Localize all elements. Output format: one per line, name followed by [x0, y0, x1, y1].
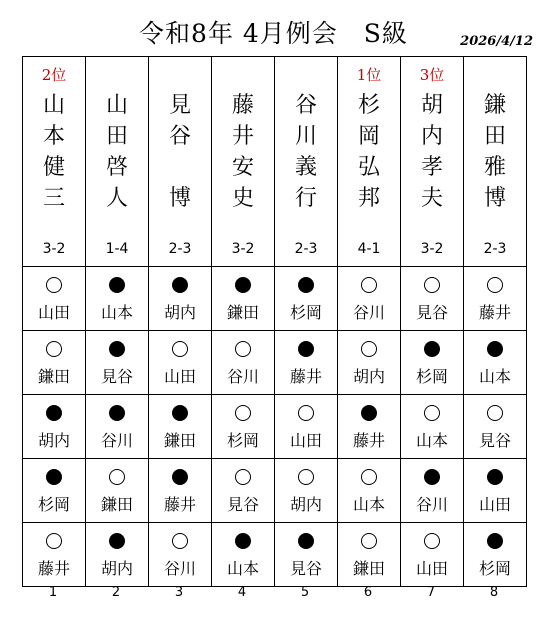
- player-name-char: 孝: [420, 155, 443, 180]
- game-cell: [212, 459, 275, 523]
- opponent-name: 胡内: [163, 303, 196, 322]
- opponent-name: 山田: [37, 303, 70, 322]
- game-cell: [275, 331, 338, 395]
- player-name: [401, 90, 463, 214]
- game-cell: [212, 267, 275, 331]
- opponent-name: 谷川: [352, 303, 385, 322]
- opponent-name: 藤井: [289, 367, 322, 386]
- loss-mark-icon: [109, 277, 125, 293]
- round-row: [23, 331, 527, 395]
- player-name-char: 三: [42, 186, 65, 211]
- column-numbers: [22, 585, 522, 605]
- player-name-char: 安: [231, 155, 254, 180]
- game-cell: [275, 459, 338, 523]
- win-mark-icon: [487, 405, 503, 421]
- opponent-name: 胡内: [352, 367, 385, 386]
- player-score: 2-3: [168, 241, 192, 257]
- game-cell: [212, 523, 275, 587]
- game-cell: [212, 395, 275, 459]
- opponent-name: 藤井: [37, 559, 70, 578]
- opponent-name: 鎌田: [37, 367, 70, 386]
- player-score: 2-3: [483, 241, 507, 257]
- opponent-name: 山田: [163, 367, 196, 386]
- loss-mark-icon: [235, 277, 251, 293]
- opponent-name: 山本: [478, 367, 511, 386]
- opponent-name: 胡内: [289, 495, 322, 514]
- player-name-char: 岡: [357, 124, 380, 149]
- win-mark-icon: [46, 341, 62, 357]
- opponent-name: 藤井: [163, 495, 196, 514]
- win-mark-icon: [487, 277, 503, 293]
- game-cell: [464, 459, 527, 523]
- game-cell: [464, 523, 527, 587]
- game-cell: [401, 395, 464, 459]
- player-name-char: 史: [231, 186, 254, 211]
- game-cell: [464, 267, 527, 331]
- loss-mark-icon: [487, 533, 503, 549]
- opponent-name: 谷川: [100, 431, 133, 450]
- game-cell: [149, 331, 212, 395]
- player-score: 1-4: [105, 241, 129, 257]
- column-number: 2: [111, 585, 121, 600]
- player-rank: 3位: [419, 66, 445, 84]
- opponent-name: 胡内: [37, 431, 70, 450]
- opponent-name: 見谷: [289, 559, 322, 578]
- opponent-name: 山田: [415, 559, 448, 578]
- column-number: 8: [489, 585, 499, 600]
- player-name-char: 博: [168, 186, 191, 211]
- player-name: [23, 90, 85, 214]
- loss-mark-icon: [109, 341, 125, 357]
- loss-mark-icon: [172, 469, 188, 485]
- opponent-name: 鎌田: [100, 495, 133, 514]
- win-mark-icon: [424, 277, 440, 293]
- opponent-name: 鎌田: [226, 303, 259, 322]
- game-cell: [401, 523, 464, 587]
- player-name: [86, 90, 148, 214]
- opponent-name: 山本: [352, 495, 385, 514]
- win-mark-icon: [235, 341, 251, 357]
- loss-mark-icon: [46, 405, 62, 421]
- player-name: [275, 90, 337, 214]
- player-name-char: 健: [42, 155, 65, 180]
- column-number: 3: [174, 585, 184, 600]
- opponent-name: 鎌田: [163, 431, 196, 450]
- player-name-char: [149, 152, 211, 183]
- game-cell: [338, 395, 401, 459]
- round-row: [23, 459, 527, 523]
- game-cell: [86, 267, 149, 331]
- game-cell: [23, 331, 86, 395]
- player-header-cell: [86, 57, 149, 267]
- player-name-char: 田: [483, 124, 506, 149]
- game-cell: [338, 331, 401, 395]
- opponent-name: 鎌田: [352, 559, 385, 578]
- opponent-name: 谷川: [415, 495, 448, 514]
- round-row: [23, 267, 527, 331]
- player-name-char: 弘: [357, 155, 380, 180]
- player-name-char: 夫: [420, 186, 443, 211]
- player-name-char: 胡: [420, 93, 443, 118]
- player-name-char: 雅: [483, 155, 506, 180]
- win-mark-icon: [361, 277, 377, 293]
- win-mark-icon: [172, 341, 188, 357]
- player-name-char: 義: [294, 155, 317, 180]
- game-cell: [275, 395, 338, 459]
- player-rank: 1位: [356, 66, 382, 84]
- player-header-cell: [212, 57, 275, 267]
- event-date: 2026/4/12: [460, 34, 533, 49]
- game-cell: [275, 523, 338, 587]
- player-header-cell: [464, 57, 527, 267]
- player-name: [212, 90, 274, 214]
- opponent-name: 見谷: [226, 495, 259, 514]
- results-table: [22, 56, 527, 587]
- game-cell: [338, 267, 401, 331]
- opponent-name: 胡内: [100, 559, 133, 578]
- player-score: 3-2: [42, 241, 66, 257]
- player-name-char: 杉: [357, 93, 380, 118]
- player-score: 4-1: [357, 241, 381, 257]
- win-mark-icon: [361, 341, 377, 357]
- game-cell: [86, 395, 149, 459]
- win-mark-icon: [46, 533, 62, 549]
- opponent-name: 藤井: [478, 303, 511, 322]
- opponent-name: 山田: [289, 431, 322, 450]
- opponent-name: 杉岡: [478, 559, 511, 578]
- loss-mark-icon: [487, 341, 503, 357]
- win-mark-icon: [361, 469, 377, 485]
- opponent-name: 山本: [100, 303, 133, 322]
- game-cell: [149, 395, 212, 459]
- player-name: [149, 90, 211, 214]
- opponent-name: 見谷: [415, 303, 448, 322]
- game-cell: [86, 459, 149, 523]
- game-cell: [86, 523, 149, 587]
- opponent-name: 見谷: [478, 431, 511, 450]
- loss-mark-icon: [172, 405, 188, 421]
- game-cell: [149, 523, 212, 587]
- column-number: 7: [426, 585, 436, 600]
- player-name-char: 谷: [168, 124, 191, 149]
- player-name-char: 井: [231, 124, 254, 149]
- player-name-char: 川: [294, 124, 317, 149]
- opponent-name: 山田: [478, 495, 511, 514]
- game-cell: [23, 523, 86, 587]
- loss-mark-icon: [172, 277, 188, 293]
- game-cell: [149, 267, 212, 331]
- column-number: 5: [300, 585, 310, 600]
- player-name-char: 山: [105, 93, 128, 118]
- round-row: [23, 395, 527, 459]
- win-mark-icon: [424, 405, 440, 421]
- opponent-name: 杉岡: [415, 367, 448, 386]
- player-header-cell: [401, 57, 464, 267]
- player-header-cell: [275, 57, 338, 267]
- opponent-name: 谷川: [226, 367, 259, 386]
- game-cell: [23, 395, 86, 459]
- win-mark-icon: [235, 405, 251, 421]
- opponent-name: 山本: [415, 431, 448, 450]
- player-name-char: 行: [294, 186, 317, 211]
- loss-mark-icon: [109, 533, 125, 549]
- player-name: [338, 90, 400, 214]
- game-cell: [86, 331, 149, 395]
- opponent-name: 杉岡: [289, 303, 322, 322]
- loss-mark-icon: [424, 469, 440, 485]
- loss-mark-icon: [109, 405, 125, 421]
- player-name-char: 本: [42, 124, 65, 149]
- loss-mark-icon: [298, 533, 314, 549]
- player-name-char: 鎌: [483, 93, 506, 118]
- player-score: 2-3: [294, 241, 318, 257]
- player-name-char: 啓: [105, 155, 128, 180]
- win-mark-icon: [46, 277, 62, 293]
- player-header-row: [23, 57, 527, 267]
- page-title: 令和8年 4月例会 S級: [139, 19, 408, 48]
- game-cell: [464, 395, 527, 459]
- opponent-name: 見谷: [100, 367, 133, 386]
- opponent-name: 谷川: [163, 559, 196, 578]
- game-cell: [338, 459, 401, 523]
- loss-mark-icon: [46, 469, 62, 485]
- win-mark-icon: [424, 533, 440, 549]
- player-name-char: 山: [42, 93, 65, 118]
- game-cell: [212, 331, 275, 395]
- player-name-char: 藤: [231, 93, 254, 118]
- win-mark-icon: [109, 469, 125, 485]
- loss-mark-icon: [361, 405, 377, 421]
- game-cell: [401, 267, 464, 331]
- player-name-char: 内: [420, 124, 443, 149]
- player-score: 3-2: [231, 241, 255, 257]
- loss-mark-icon: [424, 341, 440, 357]
- opponent-name: 杉岡: [37, 495, 70, 514]
- player-name-char: 邦: [357, 186, 380, 211]
- player-header-cell: [149, 57, 212, 267]
- opponent-name: 杉岡: [226, 431, 259, 450]
- column-number: 4: [237, 585, 247, 600]
- player-name-char: 博: [483, 186, 506, 211]
- win-mark-icon: [361, 533, 377, 549]
- loss-mark-icon: [298, 341, 314, 357]
- game-cell: [23, 459, 86, 523]
- game-cell: [275, 267, 338, 331]
- win-mark-icon: [298, 405, 314, 421]
- game-cell: [338, 523, 401, 587]
- player-name: [464, 90, 526, 214]
- game-cell: [149, 459, 212, 523]
- win-mark-icon: [172, 533, 188, 549]
- game-cell: [401, 459, 464, 523]
- round-row: [23, 523, 527, 587]
- player-name-char: 谷: [294, 93, 317, 118]
- opponent-name: 藤井: [352, 431, 385, 450]
- opponent-name: 山本: [226, 559, 259, 578]
- player-name-char: 人: [105, 186, 128, 211]
- game-cell: [23, 267, 86, 331]
- game-cell: [401, 331, 464, 395]
- loss-mark-icon: [298, 277, 314, 293]
- win-mark-icon: [298, 469, 314, 485]
- loss-mark-icon: [487, 469, 503, 485]
- player-name-char: 田: [105, 124, 128, 149]
- loss-mark-icon: [235, 533, 251, 549]
- player-score: 3-2: [420, 241, 444, 257]
- player-header-cell: [23, 57, 86, 267]
- win-mark-icon: [235, 469, 251, 485]
- game-cell: [464, 331, 527, 395]
- player-header-cell: [338, 57, 401, 267]
- column-number: 1: [48, 585, 58, 600]
- player-rank: 2位: [41, 66, 67, 84]
- player-name-char: 見: [168, 93, 191, 118]
- column-number: 6: [363, 585, 373, 600]
